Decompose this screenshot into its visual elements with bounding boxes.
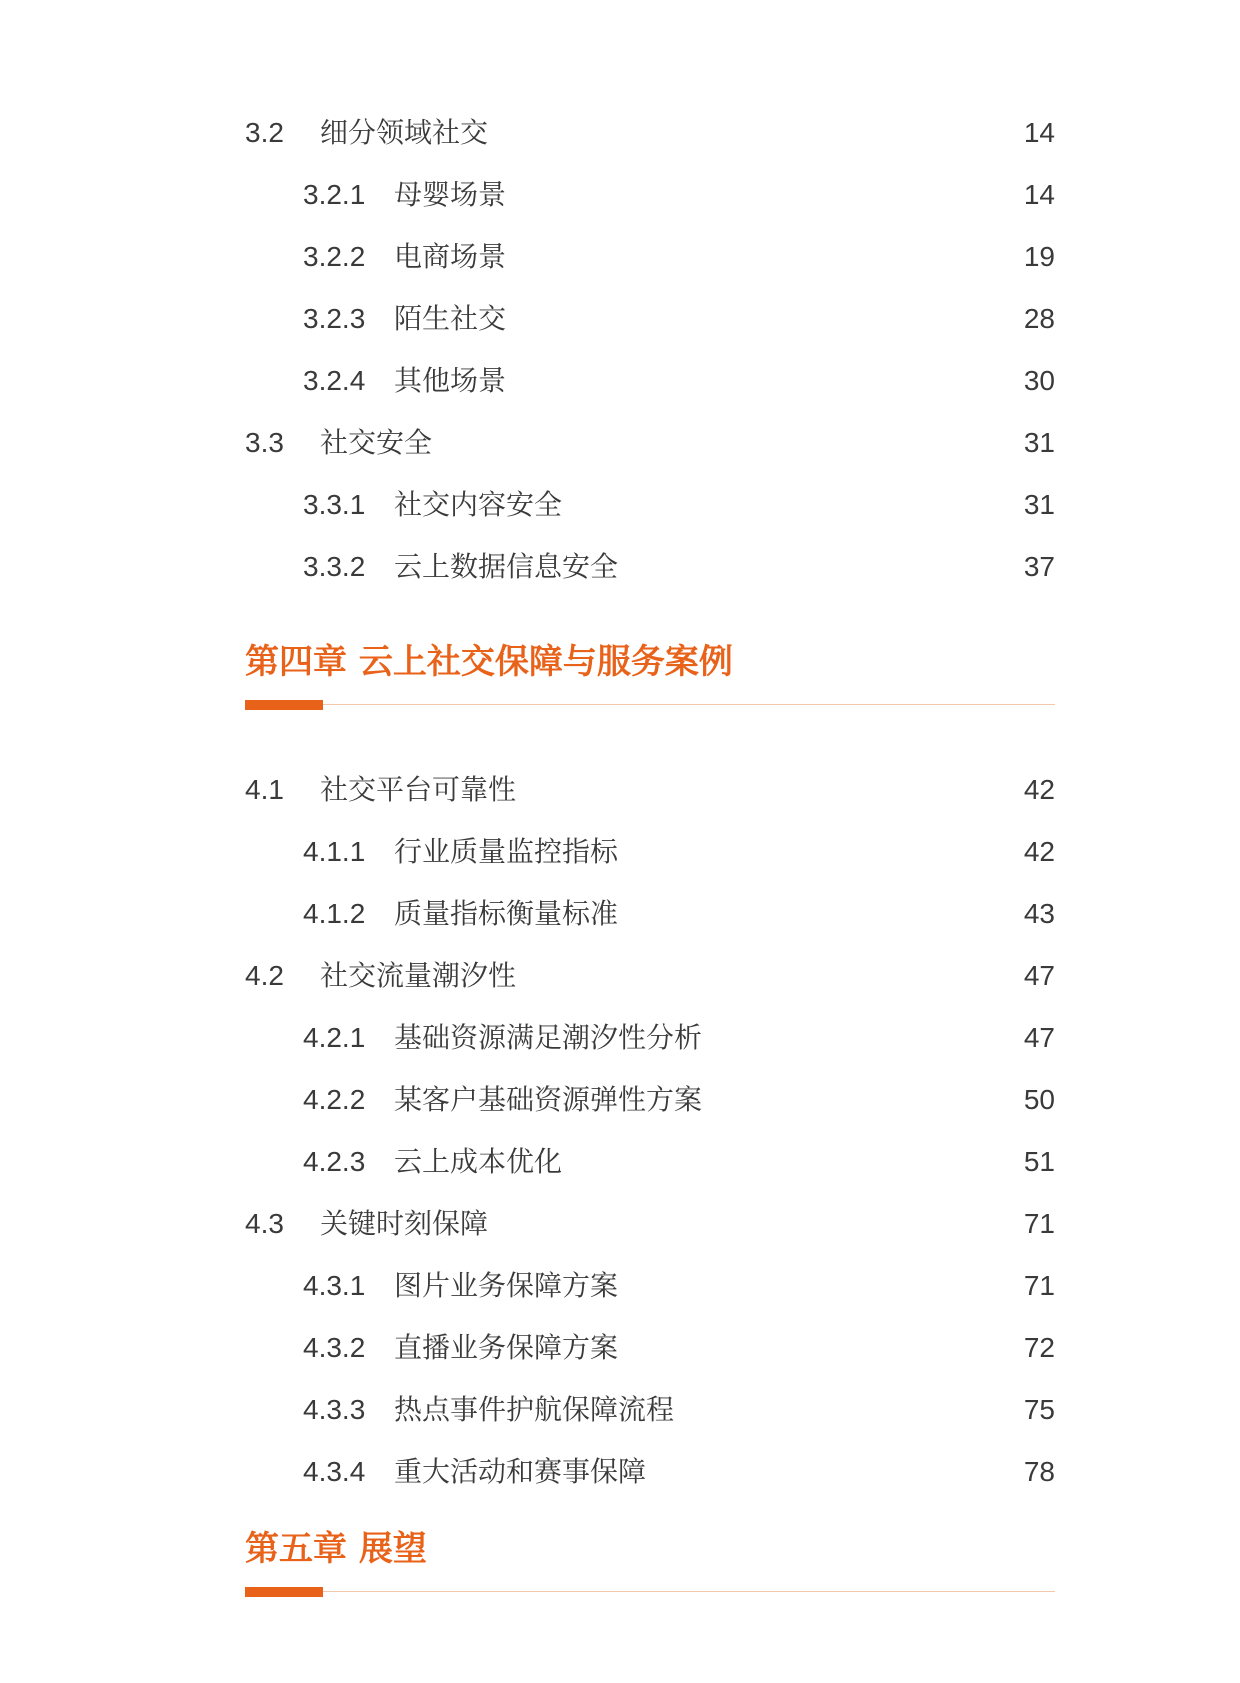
- chapter-4-divider: [245, 698, 1055, 710]
- chapter-5-divider: [245, 1585, 1055, 1597]
- toc-entry-number: 4.3.4: [303, 1456, 366, 1487]
- toc-entry-3-2-1[interactable]: [245, 175, 1055, 215]
- toc-entry-page: 47: [1023, 960, 1055, 991]
- toc-entry-4-2-1[interactable]: [245, 1018, 1055, 1058]
- toc-entry-4-2[interactable]: [245, 956, 1055, 996]
- toc-entry-page: 19: [1023, 241, 1055, 272]
- toc-entry-title: 细分领域社交: [320, 117, 489, 148]
- toc-entry-number: 4.2.2: [303, 1084, 366, 1115]
- toc-entry-title: 社交内容安全: [394, 489, 563, 520]
- toc-entry-title: 社交平台可靠性: [320, 774, 517, 805]
- toc-entry-title: 直播业务保障方案: [394, 1332, 619, 1363]
- toc-entry-number: 3.3.1: [303, 489, 366, 520]
- toc-entry-number: 4.1.2: [303, 898, 366, 929]
- toc-entry-title: 基础资源满足潮汐性分析: [394, 1022, 703, 1053]
- toc-entry-page: 43: [1023, 898, 1055, 929]
- toc-entry-title: 社交安全: [320, 427, 433, 458]
- toc-entry-title: 云上成本优化: [394, 1146, 563, 1177]
- toc-entry-3-2-3[interactable]: [245, 299, 1055, 339]
- toc-entry-4-3-4[interactable]: [245, 1452, 1055, 1492]
- toc-entry-number: 3.2: [245, 117, 284, 148]
- toc-entry-number: 3.3.2: [303, 551, 366, 582]
- toc-entry-number: 3.2.4: [303, 365, 366, 396]
- toc-entry-number: 4.3.2: [303, 1332, 366, 1363]
- toc-entry-page: 51: [1023, 1146, 1055, 1177]
- toc-entry-4-3[interactable]: [245, 1204, 1055, 1244]
- toc-entry-page: 47: [1023, 1022, 1055, 1053]
- toc-entry-title: 重大活动和赛事保障: [394, 1456, 647, 1487]
- divider-accent-bar: [245, 1587, 323, 1597]
- toc-entry-page: 42: [1023, 836, 1055, 867]
- toc-entry-4-2-2[interactable]: [245, 1080, 1055, 1120]
- toc-entry-page: 71: [1023, 1208, 1055, 1239]
- toc-entry-title: 热点事件护航保障流程: [394, 1394, 675, 1425]
- toc-entry-number: 4.1: [245, 774, 284, 805]
- toc-entry-title: 电商场景: [394, 241, 507, 272]
- toc-entry-title: 陌生社交: [394, 303, 507, 334]
- toc-entry-title: 母婴场景: [394, 179, 507, 210]
- toc-entry-number: 3.2.3: [303, 303, 366, 334]
- toc-entry-3-3[interactable]: [245, 423, 1055, 463]
- toc-entry-page: 78: [1023, 1456, 1055, 1487]
- toc-entry-number: 4.3.1: [303, 1270, 366, 1301]
- toc-entry-page: 31: [1023, 427, 1055, 458]
- toc-entry-4-3-3[interactable]: [245, 1390, 1055, 1430]
- toc-entry-title: 社交流量潮汐性: [320, 960, 517, 991]
- toc-entry-number: 4.3.3: [303, 1394, 366, 1425]
- toc-entry-number: 4.2.1: [303, 1022, 366, 1053]
- toc-entry-number: 3.2.2: [303, 241, 366, 272]
- divider-thin-line: [245, 1591, 1055, 1592]
- toc-entry-3-2-2[interactable]: [245, 237, 1055, 277]
- toc-entry-3-2[interactable]: [245, 113, 1055, 153]
- toc-entry-title: 质量指标衡量标准: [394, 898, 619, 929]
- toc-entry-number: 4.1.1: [303, 836, 366, 867]
- toc-entry-3-2-4[interactable]: [245, 361, 1055, 401]
- divider-accent-bar: [245, 700, 323, 710]
- toc-entry-page: 37: [1023, 551, 1055, 582]
- toc-entry-page: 42: [1023, 774, 1055, 805]
- toc-entry-4-1[interactable]: [245, 770, 1055, 810]
- toc-entry-4-1-2[interactable]: [245, 894, 1055, 934]
- chapter-5-heading[interactable]: 第五章 展望: [245, 1529, 427, 1569]
- toc-entry-4-3-1[interactable]: [245, 1266, 1055, 1306]
- toc-entry-page: 28: [1023, 303, 1055, 334]
- toc-entry-page: 72: [1023, 1332, 1055, 1363]
- toc-entry-3-3-2[interactable]: [245, 547, 1055, 587]
- toc-entry-page: 30: [1023, 365, 1055, 396]
- toc-entry-number: 3.2.1: [303, 179, 366, 210]
- toc-entry-number: 4.3: [245, 1208, 284, 1239]
- toc-entry-number: 3.3: [245, 427, 284, 458]
- toc-entry-title: 图片业务保障方案: [394, 1270, 619, 1301]
- toc-entry-number: 4.2.3: [303, 1146, 366, 1177]
- toc-entry-4-3-2[interactable]: [245, 1328, 1055, 1368]
- chapter-4-heading[interactable]: 第四章 云上社交保障与服务案例: [245, 642, 733, 682]
- toc-entry-4-2-3[interactable]: [245, 1142, 1055, 1182]
- toc-entry-3-3-1[interactable]: [245, 485, 1055, 525]
- toc-entry-title: 行业质量监控指标: [394, 836, 619, 867]
- toc-entry-page: 14: [1023, 179, 1055, 210]
- toc-entry-4-1-1[interactable]: [245, 832, 1055, 872]
- divider-thin-line: [245, 704, 1055, 705]
- toc-entry-page: 14: [1023, 117, 1055, 148]
- toc-entry-title: 其他场景: [394, 365, 507, 396]
- toc-entry-number: 4.2: [245, 960, 284, 991]
- toc-entry-page: 31: [1023, 489, 1055, 520]
- toc-entry-title: 云上数据信息安全: [394, 551, 619, 582]
- toc-entry-title: 某客户基础资源弹性方案: [394, 1084, 703, 1115]
- toc-entry-page: 50: [1023, 1084, 1055, 1115]
- toc-entry-title: 关键时刻保障: [320, 1208, 489, 1239]
- toc-entry-page: 71: [1023, 1270, 1055, 1301]
- toc-entry-page: 75: [1023, 1394, 1055, 1425]
